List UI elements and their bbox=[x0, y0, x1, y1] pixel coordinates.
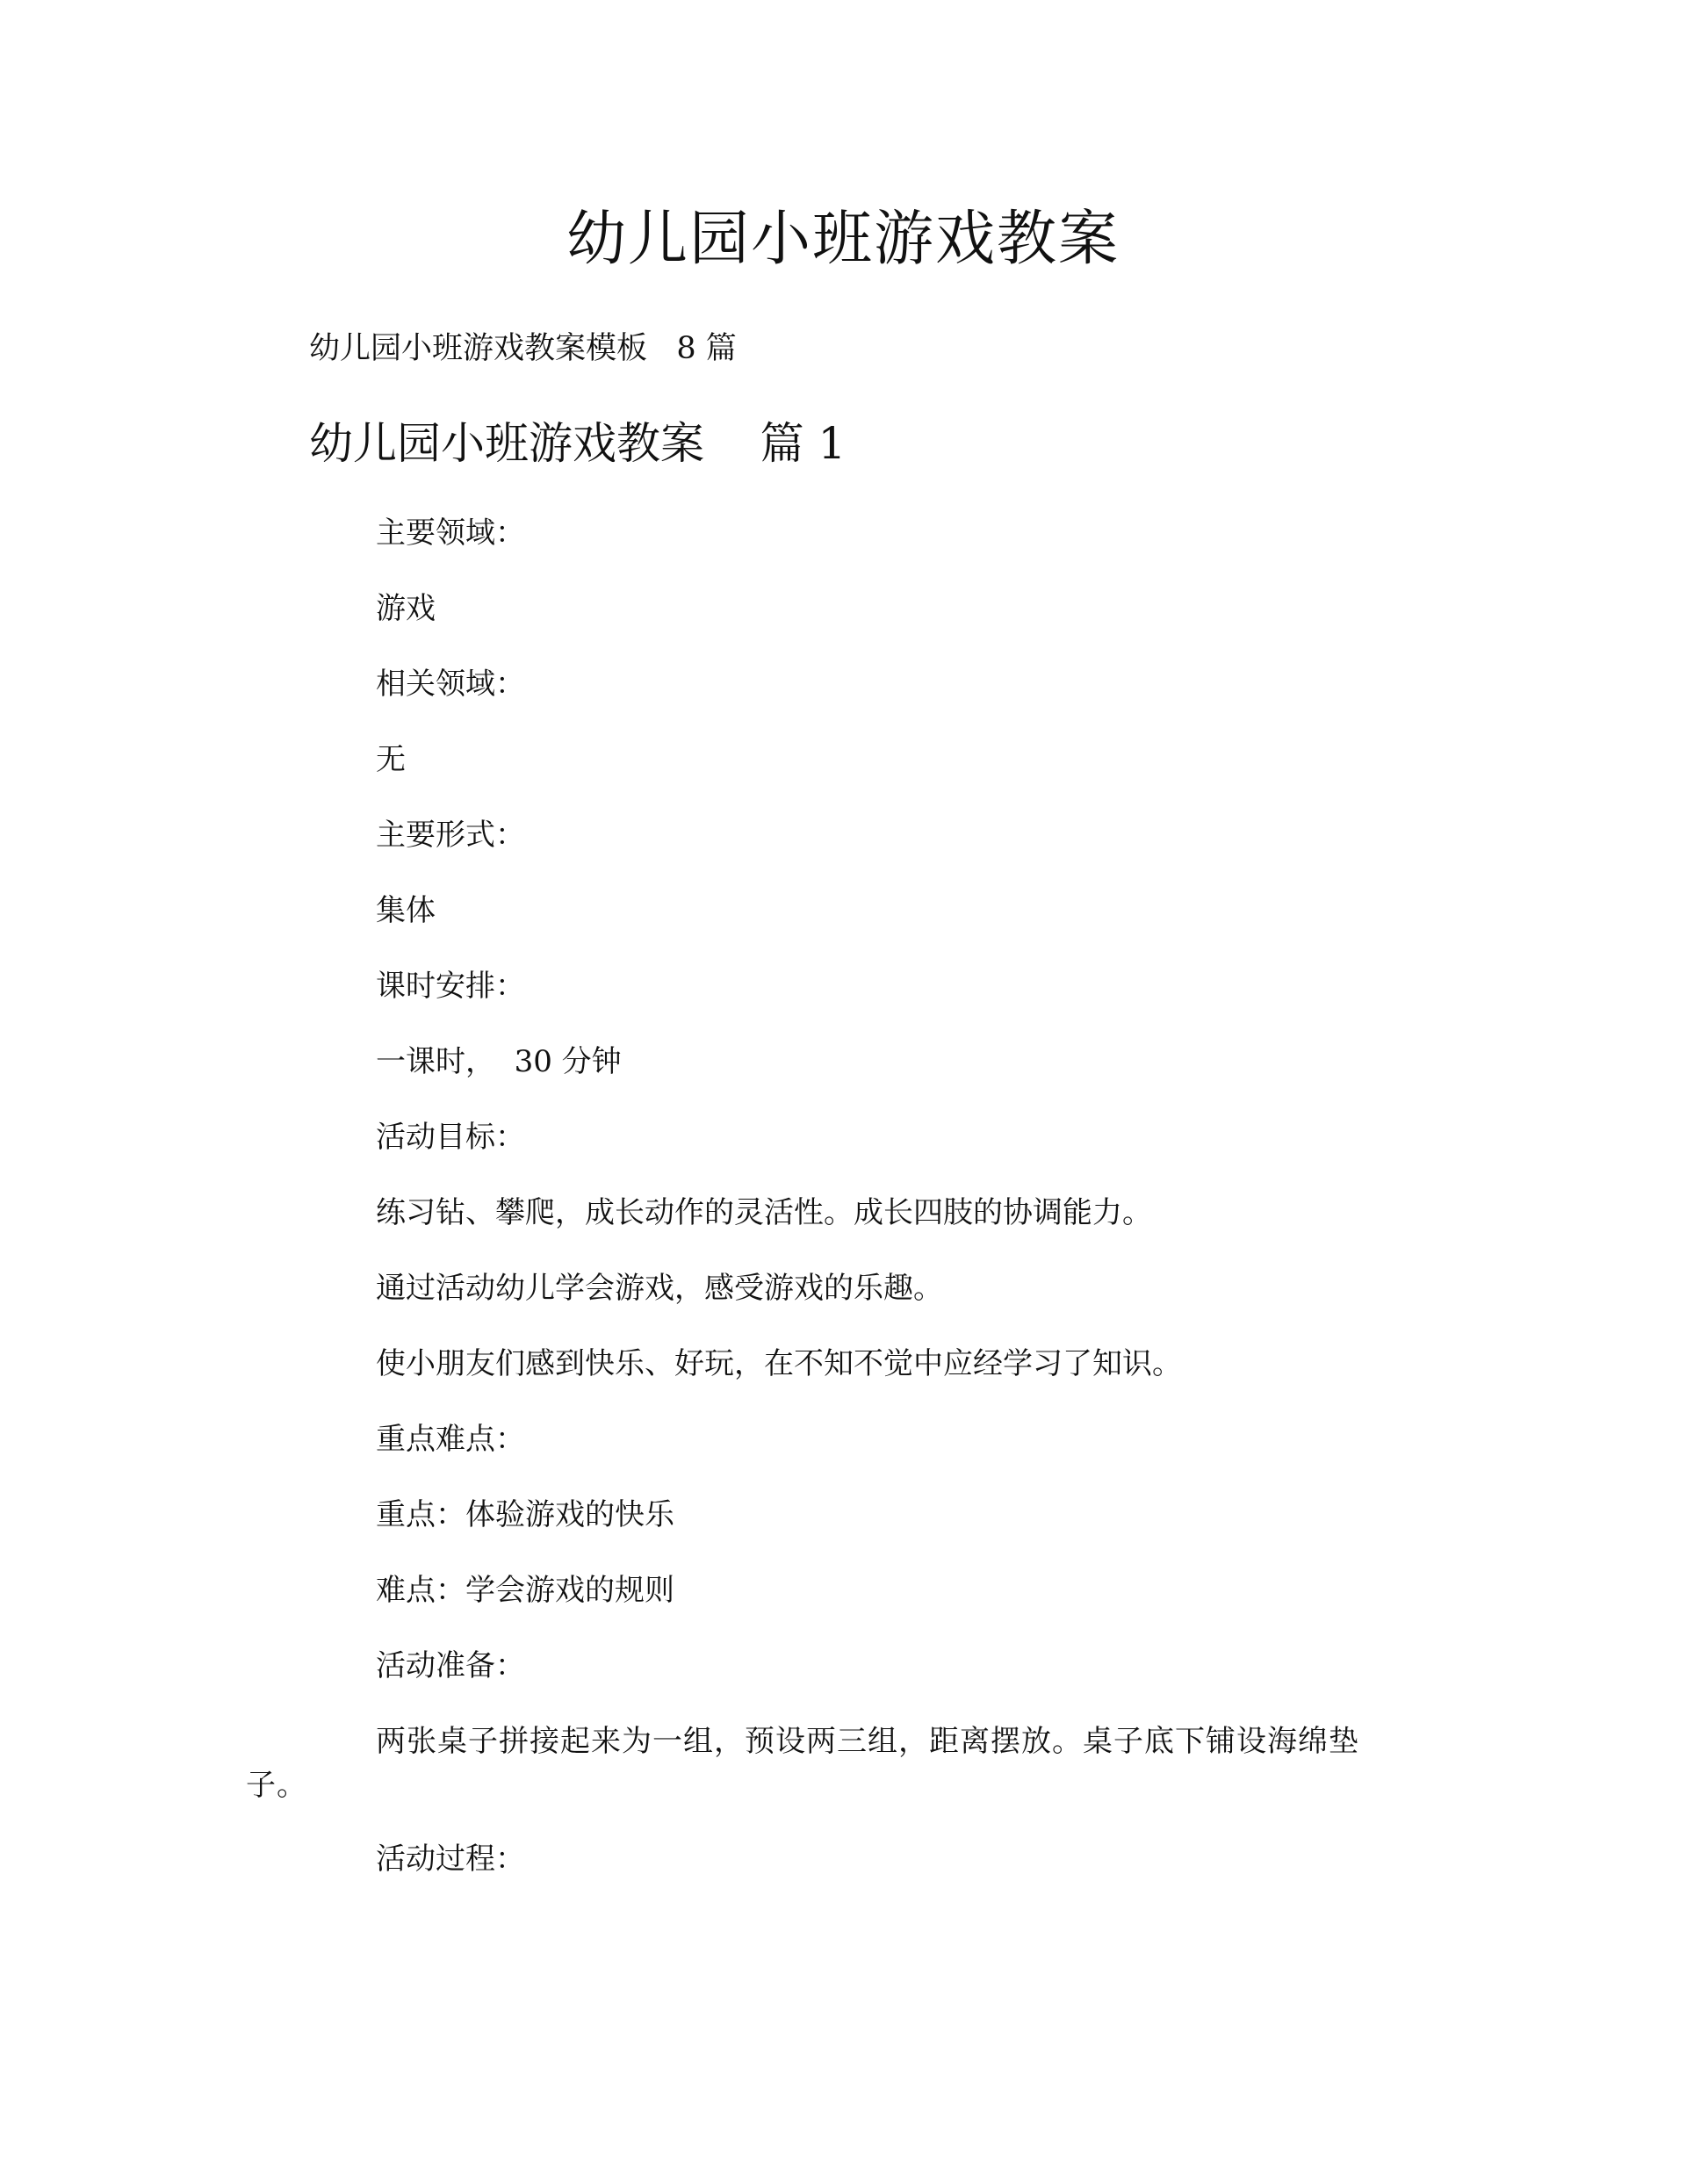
goal-item-3: 使小朋友们感到快乐、好玩，在不知不觉中应经学习了知识。 bbox=[376, 1346, 1182, 1381]
document-title: 幼儿园小班游戏教案 bbox=[566, 205, 1120, 274]
label-class-hours: 课时安排： bbox=[376, 969, 525, 1004]
value-main-domain: 游戏 bbox=[376, 591, 436, 626]
label-key-difficult-points: 重点难点： bbox=[376, 1422, 525, 1457]
value-class-hours: 一课时， 30 分钟 bbox=[376, 1044, 622, 1079]
value-main-form: 集体 bbox=[376, 893, 436, 928]
section-heading: 幼儿园小班游戏教案 篇 1 bbox=[309, 418, 847, 469]
label-activity-preparation: 活动准备： bbox=[376, 1648, 525, 1683]
preparation-paragraph: 两张桌子拼接起来为一组，预设两三组，距离摆放。桌子底下铺设海绵垫子。 bbox=[246, 1724, 1359, 1803]
label-activity-goals: 活动目标： bbox=[376, 1120, 525, 1155]
label-main-domain: 主要领域： bbox=[376, 515, 525, 551]
goal-item-1: 练习钻、攀爬，成长动作的灵活性。成长四肢的协调能力。 bbox=[376, 1195, 1152, 1230]
difficult-point: 难点：学会游戏的规则 bbox=[376, 1573, 674, 1608]
key-point: 重点：体验游戏的快乐 bbox=[376, 1497, 674, 1532]
value-related-domain: 无 bbox=[376, 742, 406, 777]
label-main-form: 主要形式： bbox=[376, 818, 525, 853]
label-related-domain: 相关领域： bbox=[376, 667, 525, 702]
goal-item-2: 通过活动幼儿学会游戏，感受游戏的乐趣。 bbox=[376, 1271, 943, 1306]
label-activity-process: 活动过程： bbox=[376, 1842, 525, 1877]
document-subtitle: 幼儿园小班游戏教案模板 8 篇 bbox=[309, 331, 737, 366]
